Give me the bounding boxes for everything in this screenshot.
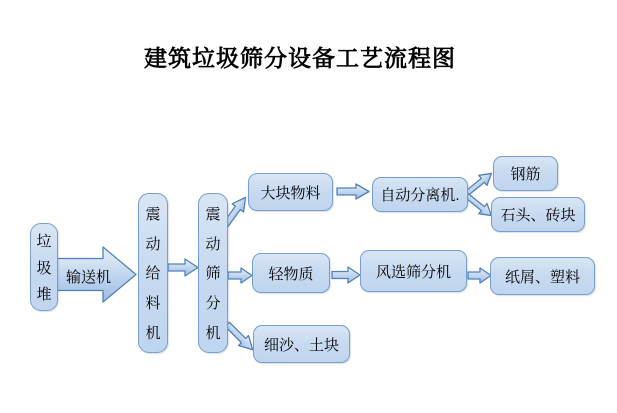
node-sand-soil-label: 细沙、土块 xyxy=(263,336,339,354)
conveyor-arrow-label: 输送机 xyxy=(66,269,112,286)
node-vibrating-screen-label: 震 动 筛 分 机 xyxy=(205,205,221,343)
node-auto-separator xyxy=(372,177,468,212)
air-screen-to-paper-arrow xyxy=(468,268,491,283)
node-garbage-pile-label: 垃 圾 堆 xyxy=(36,232,52,304)
conveyor-arrow xyxy=(56,247,136,302)
node-vibrating-feeder-label: 震 动 给 料 机 xyxy=(145,205,161,343)
screen-to-light-material-arrow xyxy=(228,268,252,283)
node-rebar xyxy=(493,156,558,191)
node-paper-plastic xyxy=(490,257,595,295)
node-paper-plastic-label: 纸屑、塑料 xyxy=(504,268,580,286)
light-material-to-air-screen-arrow xyxy=(332,267,360,283)
node-large-material-label: 大块物料 xyxy=(260,184,321,202)
node-air-screen-label: 风选筛分机 xyxy=(375,263,451,281)
node-air-screen xyxy=(360,250,467,292)
node-garbage-pile xyxy=(30,223,58,311)
page-title: 建筑垃圾筛分设备工艺流程图 xyxy=(144,46,456,71)
large-material-to-separator-arrow xyxy=(337,184,369,199)
node-vibrating-feeder xyxy=(138,193,168,353)
feeder-to-screen-arrow xyxy=(168,259,198,276)
node-auto-separator-label: 自动分离机. xyxy=(380,187,460,204)
node-light-material-label: 轻物质 xyxy=(268,265,314,283)
node-sand-soil xyxy=(253,325,350,363)
node-large-material xyxy=(248,173,333,211)
node-stone-brick-label: 石头、砖块 xyxy=(500,207,576,224)
node-vibrating-screen xyxy=(198,193,228,353)
node-light-material xyxy=(252,253,330,293)
node-rebar-label: 钢筋 xyxy=(510,166,541,183)
node-stone-brick xyxy=(491,197,585,232)
